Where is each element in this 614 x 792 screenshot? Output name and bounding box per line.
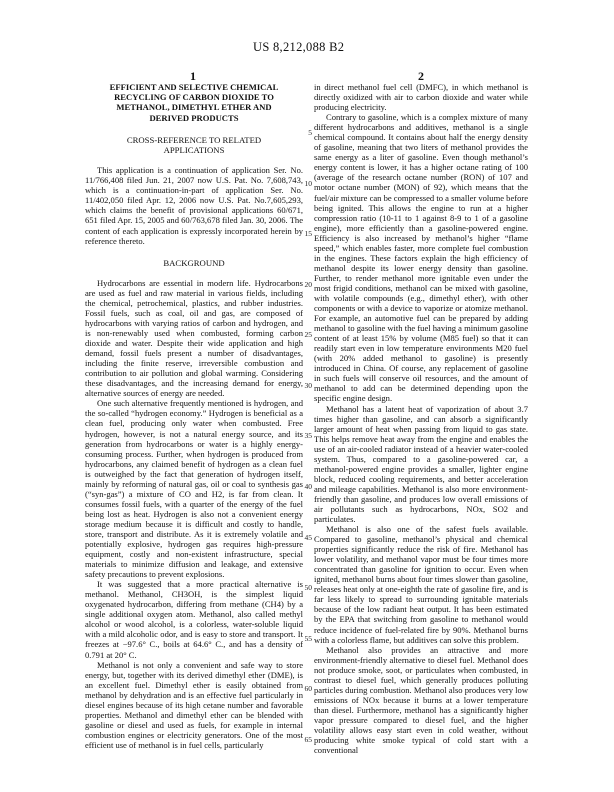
line-number: 5 [308,128,312,137]
line-number: 10 [304,179,312,188]
cross-reference-paragraph: This application is a continuation of application Ser. No. 11/766,408 filed Jun. 21, 2007 now U.S. Pat. No. 7,608,743, which is a continuation-in-part of application Ser. No. 11/402,050 filed Apr. 12, 2006 now U.S. Pat. No.7,605,293, which claims the benefit of provisional applications 60/671, 651 filed Apr. 15, 2005 and 60/763,678 filed Jan. 30, 2006. The content of each application is expressly incorporated herein by reference thereto. [85,165,303,246]
heading-line: APPLICATIONS [163,145,225,156]
title-line: RECYCLING OF CARBON DIOXIDE TO [114,92,274,103]
right-paragraph-3: Methanol has a latent heat of vaporization of about 3.7 times higher than gasoline, and can absorb a significantly larger amount of heat when passing from liquid to gas state. This helps remove heat away from the engine and enables the use of an air-cooled radiator instead of a heavier water-cooled system. Thus, compared to a gasoline-powered car, a methanol-powered engine provides a smaller, lighter engine block, reduced cooling requirements, and better acceleration and mileage capabilities. Methanol is also more environment-friendly than gasoline, and produces low overall emissions of air pollutants such as hydrocarbons, NOx, SO2 and particulates. [314,403,528,525]
line-number: 25 [304,330,312,339]
column-number-right: 2 [418,69,424,83]
patent-title [91,82,297,123]
line-number: 15 [304,229,312,238]
right-paragraph-4: Methanol is also one of the safest fuels available. Compared to gasoline, methanol’s physical and chemical properties significantly reduce the risk of fire. Methanol has lower volatility, and methanol vapor must be four times more concentrated than gasoline for ignition to occur. Even when ignited, methanol burns about four times slower than gasoline, releases heat only at one-eighth the rate of gasoline fire, and is far less likely to spread to surrounding ignitable materials because of the low radiant heat output. It has been estimated by the EPA that switching from gasoline to methanol would reduce incidence of fuel-related fire by 90%. Methanol burns with a colorless flame, but additives can solve this problem. [314,524,528,645]
background-paragraph-2: One such alternative frequently mentioned is hydrogen, and the so-called “hydrogen economy.” Hydrogen is beneficial as a clean fuel, producing only water when combusted. Free hydrogen, however, is not a natural energy source, and its generation from hydrocarbons or water is a highly energy-consuming process. Further, when hydrogen is produced from hydrocarbons, any claimed benefit of hydrogen as a clean fuel is outweighed by the fact that generation of hydrogen itself, mainly by reforming of natural gas, oil or coal to synthesis gas (“syn-gas”) a mixture of CO and H2, is far from clean. It consumes fossil fuels, with a quarter of the energy of the fuel being lost as heat. Hydrogen is also not a convenient energy storage medium because it is difficult and costly to handle, store, transport and distribute. As it is extremely volatile and potentially explosive, hydrogen gas requires high-pressure equipment, costly and non-existent infrastructure, special materials to minimize diffusion and leakage, and extensive safety precautions to prevent explosions. [85,398,303,580]
right-paragraph-5: Methanol also provides an attractive and more environment-friendly alternative to diesel fuel. Methanol does not produce smoke, soot, or particulates when combusted, in contrast to diesel fuel, which generally produces polluting particles during combustion. Methanol also produces very low emissions of NOx because it burns at a lower temperature than diesel. Furthermore, methanol has a significantly higher vapor pressure compared to diesel fuel, and the higher volatility allows easy start even in cold weather, without producing white smoke typical of cold start with a conventional [314,644,528,756]
background-paragraph-4: Methanol is not only a convenient and safe way to store energy, but, together with its derived dimethyl ether (DME), is an excellent fuel. Dimethyl ether is easily obtained from methanol by dehydration and is an effective fuel particularly in diesel engines because of its high cetane number and favorable properties. Methanol and dimethyl ether can be blended with gasoline or diesel and used as fuels, for example in internal combustion engines or electricity generators. One of the most efficient use of methanol is in fuel cells, particularly [85,659,303,750]
left-column [85,82,303,750]
background-paragraph-1: Hydrocarbons are essential in modern life. Hydrocarbons are used as fuel and raw material in various fields, including the chemical, petrochemical, plastics, and rubber industries. Fossil fuels, such as coal, oil and gas, are composed of hydrocarbons with varying ratios of carbon and hydrogen, and is non-renewably used when combusted, forming carbon dioxide and water. Despite their wide application and high demand, fossil fuels present a number of disadvantages, including the finite reserve, irreversible combustion and contribution to air pollution and global warming. Considering these disadvantages, and the increasing demand for energy, alternative sources of energy are needed. [85,277,303,399]
line-number: 60 [304,684,312,693]
right-paragraph-1: in direct methanol fuel cell (DMFC), in which methanol is directly oxidized with air to carbon dioxide and water while producing electricity. [314,82,528,113]
line-number: 20 [304,280,312,289]
title-line: METHANOL, DIMETHYL ETHER AND [116,102,272,113]
column-number-left: 1 [190,69,196,83]
line-number: 50 [304,583,312,592]
title-line: EFFICIENT AND SELECTIVE CHEMICAL [109,82,279,92]
right-paragraph-2: Contrary to gasoline, which is a complex mixture of many different hydrocarbons and additives, methanol is a single chemical compound. It contains about half the energy density of gasoline, meaning that two liters of methanol provides the same energy as a liter of gasoline. Even though methanol’s energy content is lower, it has a higher octane rating of 100 (average of the research octane number (RON) of 107 and motor octane number (MON) of 92), which means that the fuel/air mixture can be compressed to a smaller volume before being ignited. This allows the engine to run at a higher compression ratio (10-11 to 1 against 8-9 to 1 of a gasoline engine), more efficiently than a gasoline-powered engine. Efficiency is also increased by methanol’s higher “flame speed,” which enables faster, more complete fuel combustion in the engines. These factors explain the high efficiency of methanol despite its lower energy density than gasoline. Further, to render methanol more ignitable even under the most frigid conditions, methanol can be mixed with gasoline, with volatile compounds (e.g., dimethyl ether), with other components or with a device to vaporize or atomize methanol. For example, an automotive fuel can be prepared by adding methanol to gasoline with the fuel having a minimum gasoline content of at least 15% by volume (M85 fuel) so that it can readily start even in low temperature environments M20 fuel (with 20% added methanol to gasoline) is presently introduced in China. Of course, any replacement of gasoline in such fuels will conserve oil resources, and the amount of methanol to add can be determined depending upon the specific engine design. [314,112,528,404]
background-paragraph-3: It was suggested that a more practical alternative is methanol. Methanol, CH3OH, is the simplest liquid oxygenated hydrocarbon, differing from methane (CH4) by a single additional oxygen atom. Methanol, also called methyl alcohol or wood alcohol, is a colorless, water-soluble liquid with a mild alcoholic odor, and is easy to store and transport. It freezes at −97.6° C., boils at 64.6° C., and has a density of 0.791 at 20° C. [85,579,303,660]
background-heading: BACKGROUND [163,257,225,268]
line-number: 55 [304,634,312,643]
cross-reference-heading [85,135,303,155]
line-number: 30 [304,381,312,390]
title-line: DERIVED PRODUCTS [149,112,239,123]
line-number: 35 [304,431,312,440]
line-number: 40 [304,482,312,491]
heading-line: CROSS-REFERENCE TO RELATED [126,134,262,145]
line-number: 65 [304,735,312,744]
line-number: 45 [304,533,312,542]
patent-number: US 8,212,088 B2 [253,40,345,54]
right-column [314,82,528,755]
